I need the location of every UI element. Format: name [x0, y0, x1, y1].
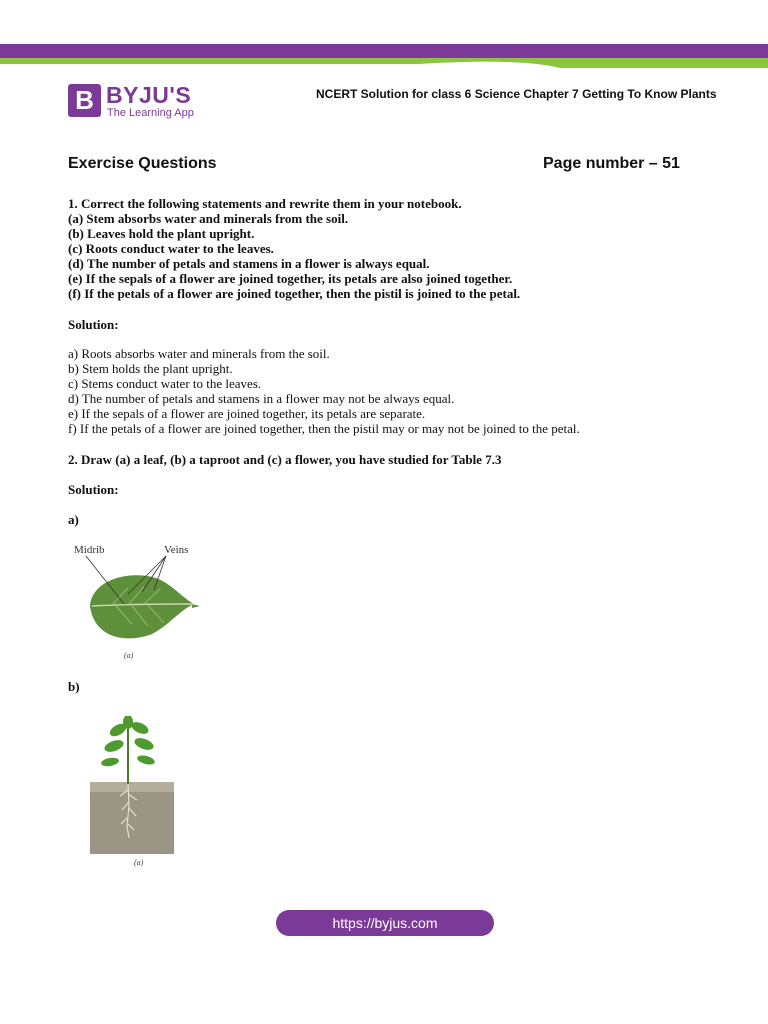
answer-d: d) The number of petals and stamens in a flower may not be always equal. — [68, 391, 455, 406]
solution-label-2: Solution: — [68, 482, 119, 497]
question-2: 2. Draw (a) a leaf, (b) a taproot and (c) a flower, you have studied for Table 7.3 — [68, 452, 502, 467]
answer-f: f) If the petals of a flower are joined together, then the pistil may or may not be joined to the petal. — [68, 421, 580, 436]
logo-mark — [68, 84, 101, 117]
brand-tagline: The Learning App — [107, 107, 194, 119]
statement-b: (b) Leaves hold the plant upright. — [68, 226, 255, 241]
header-decorative-bar — [0, 40, 768, 70]
soil-block — [90, 782, 174, 854]
part-b-label: b) — [68, 679, 80, 694]
leaf-figure — [68, 540, 218, 662]
statement-c: (c) Roots conduct water to the leaves. — [68, 241, 274, 256]
statement-f: (f) If the petals of a flower are joined together, then the pistil is joined to the petal. — [68, 286, 521, 301]
taproot-caption: (a) — [134, 858, 144, 867]
statement-d: (d) The number of petals and stamens in a flower is always equal. — [68, 256, 430, 271]
brand-name: BYJU'S — [106, 82, 192, 108]
byjus-logo — [68, 84, 208, 122]
answer-c: c) Stems conduct water to the leaves. — [68, 376, 262, 391]
leaf-caption: (a) — [124, 651, 134, 660]
veins-label: Veins — [164, 544, 189, 556]
question-1: 1. Correct the following statements and rewrite them in your notebook. — [68, 196, 462, 211]
footer-url[interactable]: https://byjus.com — [332, 915, 438, 931]
solution-label-1: Solution: — [68, 317, 119, 332]
answer-e: e) If the sepals of a flower are joined together, its petals are separate. — [68, 406, 426, 421]
section-title: Exercise Questions — [68, 155, 217, 172]
page-number: Page number – 51 — [543, 155, 680, 172]
answer-b: b) Stem holds the plant upright. — [68, 361, 233, 376]
logo-letter: B — [75, 85, 94, 115]
statement-a: (a) Stem absorbs water and minerals from the soil. — [68, 211, 349, 226]
midrib-label: Midrib — [74, 544, 105, 556]
document-header-title: NCERT Solution for class 6 Science Chapter 7 Getting To Know Plants — [316, 87, 717, 101]
footer-url-badge[interactable] — [276, 910, 494, 936]
statement-e: (e) If the sepals of a flower are joined together, its petals are also joined together. — [68, 271, 513, 286]
leaf-blade — [90, 575, 194, 638]
part-a-label: a) — [68, 512, 79, 527]
taproot-figure — [88, 716, 178, 868]
answer-a: a) Roots absorbs water and minerals from the soil. — [68, 346, 330, 361]
